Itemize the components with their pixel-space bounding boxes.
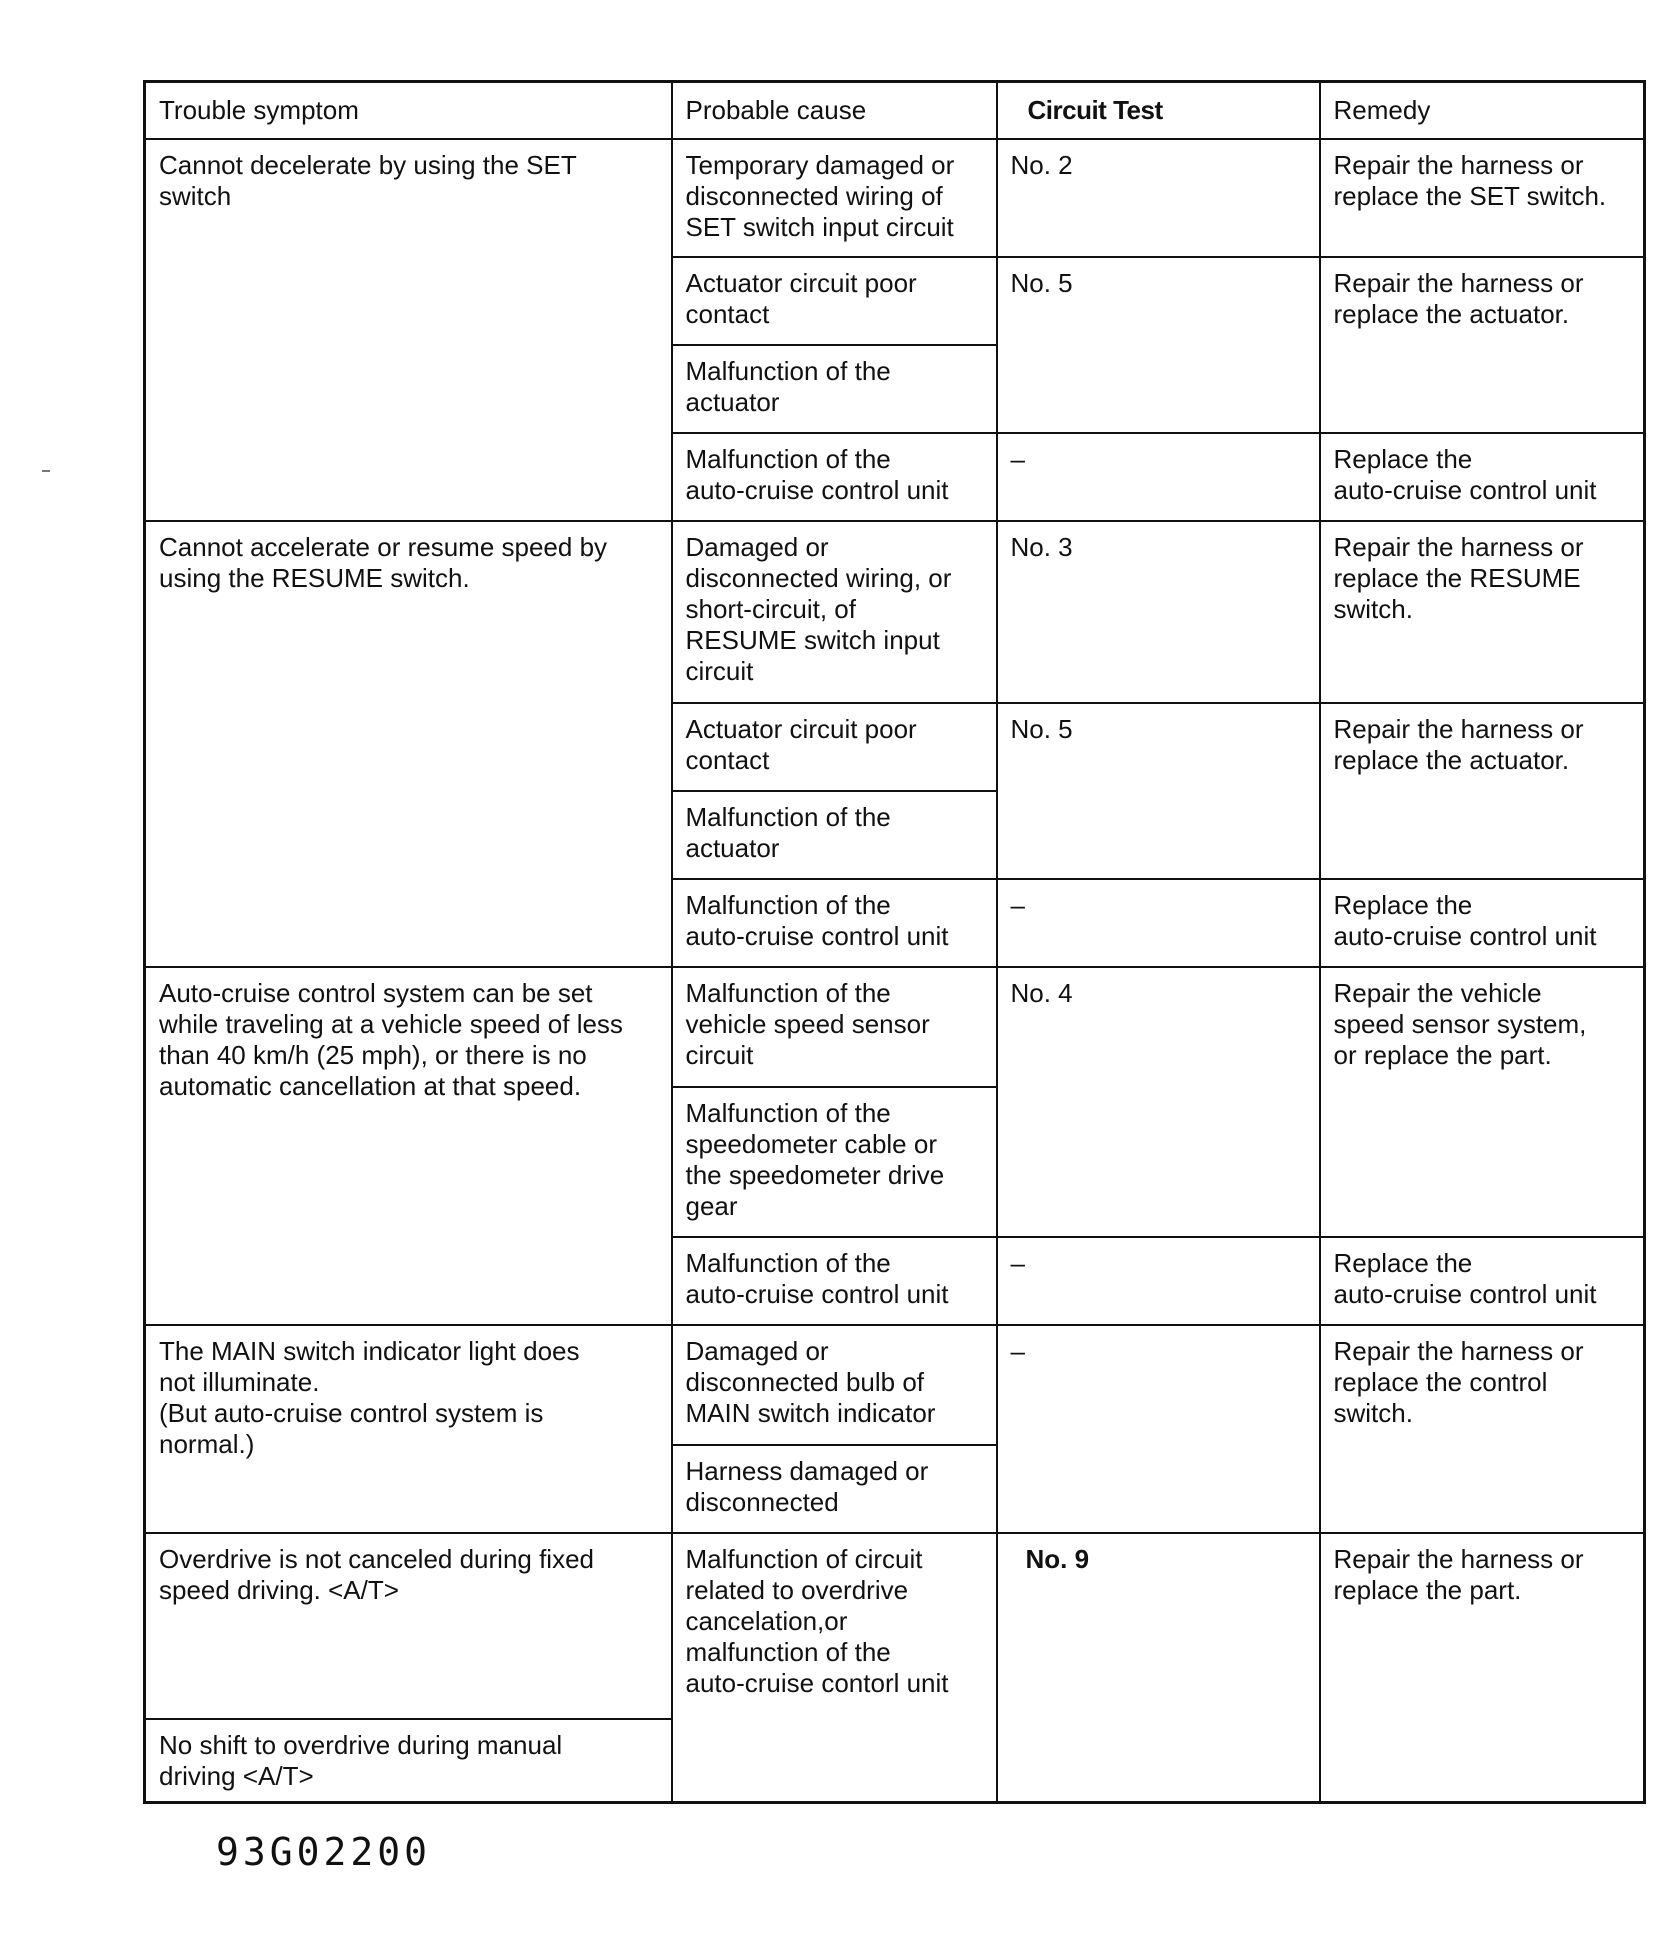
probable-cause-cell: Malfunction of the speedometer cable or the speedometer drive gear	[672, 1087, 997, 1237]
probable-cause-cell: Actuator circuit poor contact	[672, 703, 997, 791]
trouble-symptom-cell: The MAIN switch indicator light does not illuminate. (But auto-cruise control system is normal.)	[145, 1325, 672, 1533]
probable-cause-cell: Malfunction of circuit related to overdrive cancelation,or malfunction of the auto-cruise contorl unit	[672, 1533, 997, 1803]
probable-cause-cell: Malfunction of the actuator	[672, 345, 997, 433]
remedy-cell: Repair the harness or replace the actuator.	[1320, 257, 1645, 433]
remedy-cell: Repair the harness or replace the RESUME switch.	[1320, 521, 1645, 703]
probable-cause-cell: Malfunction of the auto-cruise control unit	[672, 1237, 997, 1325]
probable-cause-cell: Malfunction of the vehicle speed sensor circuit	[672, 967, 997, 1087]
remedy-cell: Repair the harness or replace the SET switch.	[1320, 139, 1645, 257]
scan-mark	[42, 470, 50, 472]
probable-cause-cell: Harness damaged or disconnected	[672, 1445, 997, 1533]
table-header-row	[145, 82, 1645, 139]
circuit-test-cell: –	[997, 433, 1320, 521]
circuit-test-cell: –	[997, 879, 1320, 967]
circuit-test-cell: –	[997, 1237, 1320, 1325]
troubleshooting-table	[143, 80, 1646, 1804]
table-row	[145, 139, 1645, 257]
trouble-symptom-cell: Cannot accelerate or resume speed by using the RESUME switch.	[145, 521, 672, 967]
figure-code: 93G02200	[216, 1830, 432, 1874]
trouble-symptom-cell: No shift to overdrive during manual driving <A/T>	[145, 1719, 672, 1803]
circuit-test-cell: No. 4	[997, 967, 1320, 1237]
trouble-symptom-cell: Auto-cruise control system can be set while traveling at a vehicle speed of less than 40 km/h (25 mph), or there is no automatic cancellation at that speed.	[145, 967, 672, 1325]
remedy-cell: Replace the auto-cruise control unit	[1320, 1237, 1645, 1325]
probable-cause-cell: Malfunction of the auto-cruise control unit	[672, 433, 997, 521]
circuit-test-cell: No. 5	[997, 257, 1320, 433]
probable-cause-cell: Damaged or disconnected bulb of MAIN switch indicator	[672, 1325, 997, 1445]
trouble-symptom-cell: Overdrive is not canceled during fixed speed driving. <A/T>	[145, 1533, 672, 1719]
circuit-test-cell: No. 5	[997, 703, 1320, 879]
probable-cause-cell: Malfunction of the actuator	[672, 791, 997, 879]
remedy-cell: Replace the auto-cruise control unit	[1320, 879, 1645, 967]
trouble-symptom-cell: Cannot decelerate by using the SET switch	[145, 139, 672, 521]
remedy-cell: Repair the vehicle speed sensor system, or replace the part.	[1320, 967, 1645, 1237]
remedy-cell: Repair the harness or replace the control switch.	[1320, 1325, 1645, 1533]
header-remedy: Remedy	[1320, 82, 1645, 139]
remedy-cell: Replace the auto-cruise control unit	[1320, 433, 1645, 521]
table-row	[145, 1533, 1645, 1719]
header-trouble-symptom: Trouble symptom	[145, 82, 672, 139]
probable-cause-cell: Temporary damaged or disconnected wiring of SET switch input circuit	[672, 139, 997, 257]
remedy-cell: Repair the harness or replace the actuator.	[1320, 703, 1645, 879]
circuit-test-cell: –	[997, 1325, 1320, 1533]
table-row	[145, 967, 1645, 1087]
remedy-cell: Repair the harness or replace the part.	[1320, 1533, 1645, 1803]
table-row	[145, 521, 1645, 703]
circuit-test-cell: No. 3	[997, 521, 1320, 703]
header-circuit-test: Circuit Test	[997, 82, 1320, 139]
probable-cause-cell: Damaged or disconnected wiring, or short-circuit, of RESUME switch input circuit	[672, 521, 997, 703]
probable-cause-cell: Actuator circuit poor contact	[672, 257, 997, 345]
circuit-test-cell: No. 2	[997, 139, 1320, 257]
header-probable-cause: Probable cause	[672, 82, 997, 139]
probable-cause-cell: Malfunction of the auto-cruise control unit	[672, 879, 997, 967]
circuit-test-cell: No. 9	[997, 1533, 1320, 1803]
table-row	[145, 1325, 1645, 1445]
